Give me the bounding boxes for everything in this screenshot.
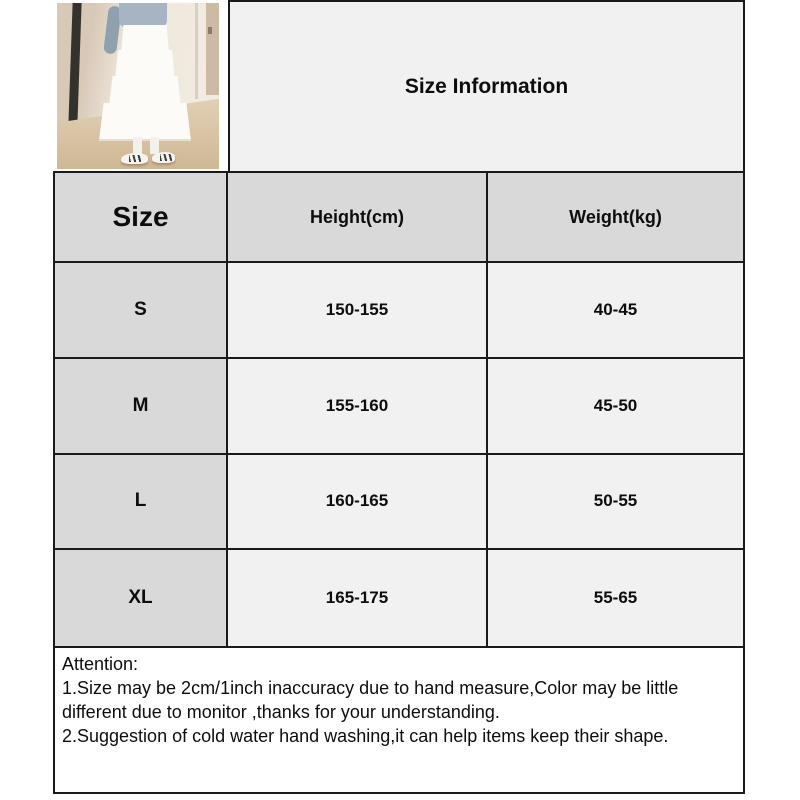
skirt-tier <box>121 25 169 54</box>
model-leg <box>150 137 159 154</box>
row-s-weight: 40-45 <box>488 263 743 359</box>
row-s-height: 150-155 <box>228 263 488 359</box>
row-m-size: M <box>55 359 228 455</box>
skirt-tier <box>115 50 175 80</box>
size-information-header <box>228 0 745 173</box>
model-top <box>119 3 167 28</box>
page-title: Size Information <box>404 74 569 98</box>
skirt-tier <box>99 103 191 141</box>
door-frame <box>195 3 198 99</box>
attention-heading: Attention: <box>62 654 139 674</box>
row-l-height: 160-165 <box>228 455 488 551</box>
model-leg <box>133 137 142 154</box>
attention-item: 1.Size may be 2cm/1inch inaccuracy due to hand measure,Color may be little different due to monitor ,thanks for your understanding. <box>62 678 679 722</box>
row-m-weight: 45-50 <box>488 359 743 455</box>
sneaker <box>152 152 175 163</box>
sneaker-stripes <box>129 155 141 162</box>
column-header-height: Height(cm) <box>228 173 488 263</box>
size-table <box>53 171 745 648</box>
row-l-size: L <box>55 455 228 551</box>
row-xl-weight: 55-65 <box>488 550 743 646</box>
attention-item: 2.Suggestion of cold water hand washing,it can help items keep their shape. <box>62 726 669 746</box>
sneaker-stripes <box>160 154 172 161</box>
row-xl-size: XL <box>55 550 228 646</box>
product-photo <box>57 3 219 169</box>
row-l-weight: 50-55 <box>488 455 743 551</box>
door-panel <box>206 3 219 95</box>
column-header-size: Size <box>55 173 228 263</box>
attention-box <box>53 646 745 794</box>
row-s-size: S <box>55 263 228 359</box>
row-xl-height: 165-175 <box>228 550 488 646</box>
column-header-weight: Weight(kg) <box>488 173 743 263</box>
sneaker <box>121 153 148 164</box>
door-knob <box>208 27 212 34</box>
skirt-tier <box>109 76 181 107</box>
row-m-height: 155-160 <box>228 359 488 455</box>
